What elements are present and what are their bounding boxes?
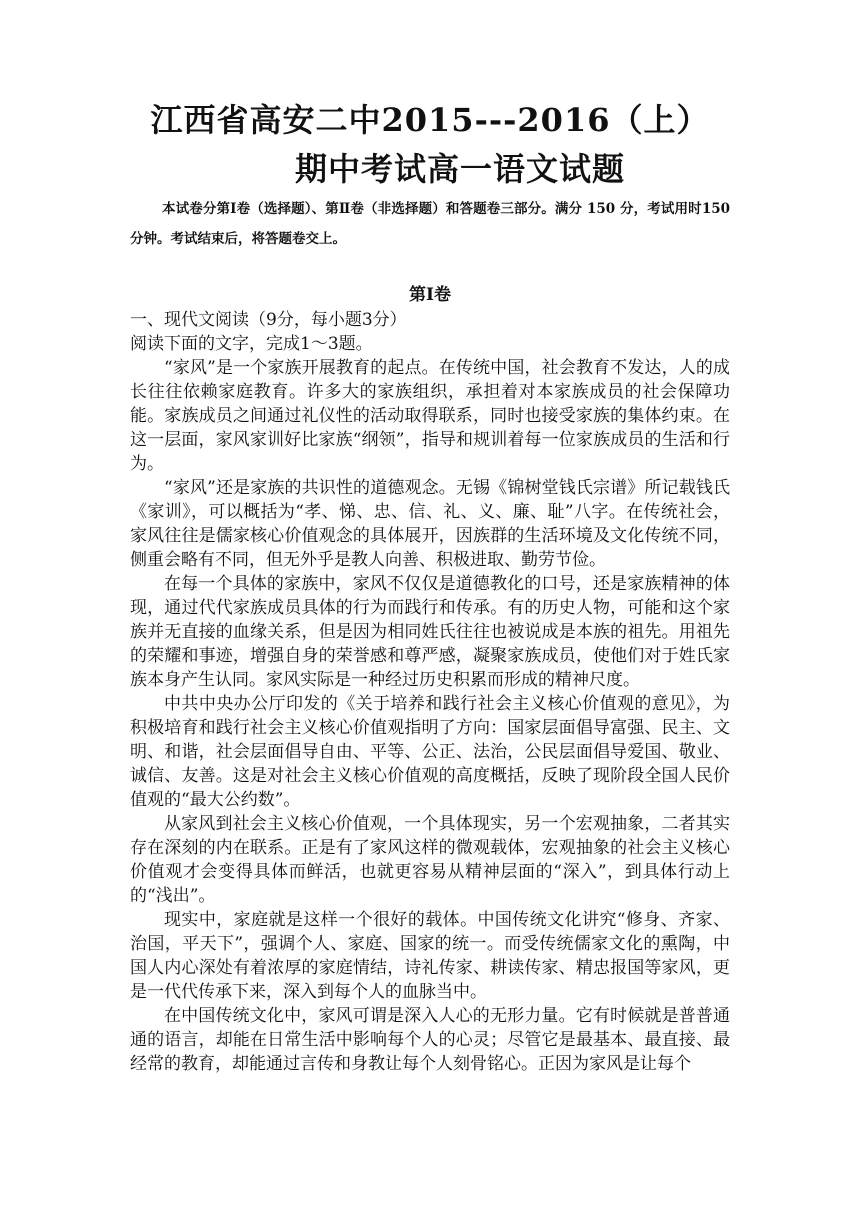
reading-passage <box>130 356 730 1076</box>
exam-instructions: 本试卷分第Ⅰ卷（选择题）、第Ⅱ卷（非选择题）和答题卷三部分。满分 150 分，考试用时150分钟。考试结束后，将答题卷交上。 <box>130 201 730 247</box>
reading-prompt: 阅读下面的文字，完成1～3题。 <box>130 334 373 354</box>
passage-paragraph: 从家风到社会主义核心价值观，一个具体现实，另一个宏观抽象，二者其实存在深刻的内在联系。正是有了家风这样的微观载体，宏观抽象的社会主义核心价值观才会变得具体而鲜活，也就更容易从精神层面的“深入”，到具体行动上的“浅出”。 <box>130 814 730 906</box>
volume-label: 第Ⅰ卷 <box>409 285 451 305</box>
section-heading: 一、现代文阅读（9分，每小题3分） <box>130 310 407 330</box>
passage-paragraph: “家风”是一个家族开展教育的起点。在传统中国，社会教育不发达，人的成长往往依赖家庭教育。许多大的家族组织，承担着对本家族成员的社会保障功能。家族成员之间通过礼仪性的活动取得联系，同时也接受家族的集体约束。在这一层面，家风家训好比家族“纲领”，指导和规训着每一位家族成员的生活和行为。 <box>130 358 730 474</box>
passage-paragraph: 中共中央办公厅印发的《关于培养和践行社会主义核心价值观的意见》，为积极培育和践行社会主义核心价值观指明了方向：国家层面倡导富强、民主、文明、和谐，社会层面倡导自由、平等、公正、法治，公民层面倡导爱国、敬业、诚信、友善。这是对社会主义核心价值观的高度概括，反映了现阶段全国人民价值观的“最大公约数”。 <box>130 694 730 810</box>
passage-paragraph: 在每一个具体的家族中，家风不仅仅是道德教化的口号，还是家族精神的体现，通过代代家族成员具体的行为而践行和传承。有的历史人物，可能和这个家族并无直接的血缘关系，但是因为相同姓氏往往也被说成是本族的祖先。用祖先的荣耀和事迹，增强自身的荣誉感和尊严感，凝聚家族成员，使他们对于姓氏家族本身产生认同。家风实际是一种经过历史积累而形成的精神尺度。 <box>130 574 730 690</box>
passage-paragraph: “家风”还是家族的共识性的道德观念。无锡《锦树堂钱氏宗谱》所记载钱氏《家训》，可以概括为“孝、悌、忠、信、礼、义、廉、耻”八字。在传统社会，家风往往是儒家核心价值观念的具体展开，因族群的生活环境及文化传统不同，侧重会略有不同，但无外乎是教人向善、积极进取、勤劳节俭。 <box>130 478 730 570</box>
passage-paragraph: 现实中，家庭就是这样一个很好的载体。中国传统文化讲究“修身、齐家、治国，平天下”，强调个人、家庭、国家的统一。而受传统儒家文化的熏陶，中国人内心深处有着浓厚的家庭情结，诗礼传家、耕读传家、精忠报国等家风，更是一代代传承下来，深入到每个人的血脉当中。 <box>130 910 730 1002</box>
passage-paragraph: 在中国传统文化中，家风可谓是深入人心的无形力量。它有时候就是普普通通的语言，却能在日常生活中影响每个人的心灵；尽管它是最基本、最直接、最经常的教育，却能通过言传和身教让每个人刻骨铭心。正因为家风是让每个 <box>130 1006 730 1074</box>
exam-page <box>130 96 730 1076</box>
exam-title-line1: 江西省高安二中2015---2016（上） <box>150 101 710 139</box>
exam-title-line2: 期中考试高一语文试题 <box>294 150 625 188</box>
